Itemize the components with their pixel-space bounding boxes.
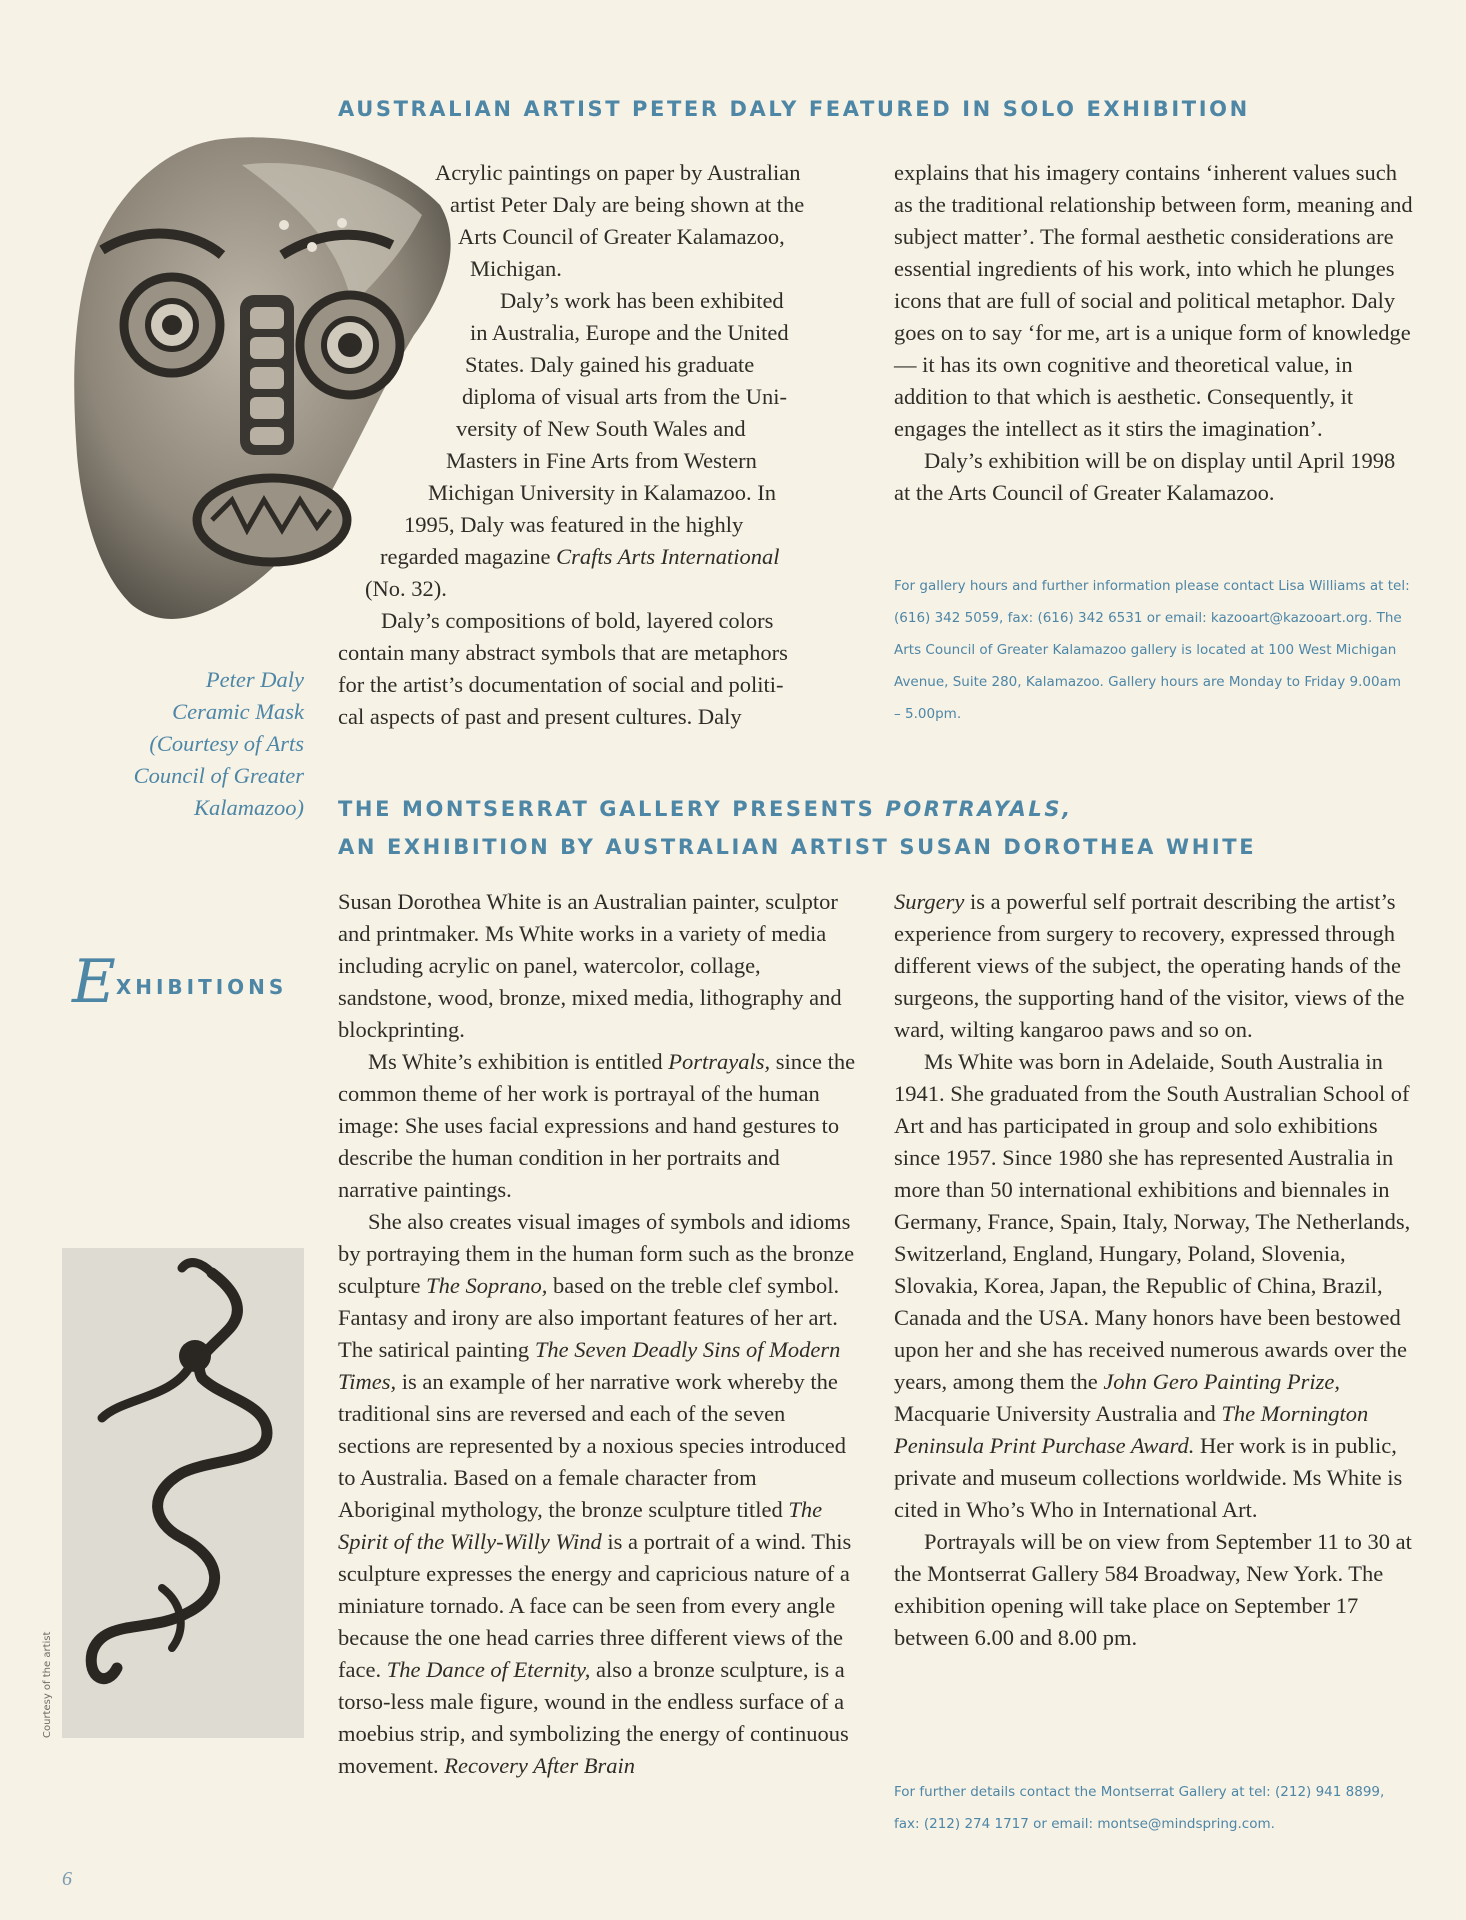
text-line: in Australia, Europe and the United [470,320,789,345]
text-line: 1995, Daly was featured in the highly [404,512,744,537]
article1-left-column [338,157,850,733]
text-line: regarded magazine Crafts Arts International [380,544,780,569]
paragraph: Susan Dorothea White is an Australian painter, sculptor and printmaker. Ms White works in a variety of media including acrylic on panel, watercolor, collage, sandstone, wood, bronze, mixed media, lithography and blockprinting. [338,889,842,1042]
article2-left-column [338,886,858,1782]
caption-line: (Courtesy of Arts [149,731,304,756]
text-line: Acrylic paintings on paper by Australian [435,160,801,185]
caption-line: Council of Greater [133,763,304,788]
sculpture-photo [62,1248,304,1738]
paragraph: Surgery is a powerful self portrait describing the artist’s experience from surgery to recovery, expressed through different views of the subject, the operating hands of the surgeons, the supporting hand of the visitor, views of the ward, wilting kangaroo paws and so on. [894,889,1405,1042]
article2-right-column [894,886,1414,1654]
page-number: 6 [62,1868,72,1890]
article2-contact-info: For further details contact the Montserrat Gallery at tel: (212) 941 8899, fax: (212) 274 1717 or email: montse@mindspring.com. [894,1784,1385,1832]
paragraph: Ms White was born in Adelaide, South Australia in 1941. She graduated from the South Australian School of Art and has participated in group and solo exhibitions since 1957. Since 1980 she has represented Australia in more than 50 international exhibitions and biennales in Germany, France, Spain, Italy, Norway, The Netherlands, Switzerland, England, Hungary, Poland, Slovenia, Slovakia, Korea, Japan, the Republic of China, Brazil, Canada and the USA. Many honors have been bestowed upon her and she has received numerous awards over the years, among them the John Gero Painting Prize, Macquarie University Australia and The Mornington Peninsula Print Purchase Award. Her work is in public, private and museum collections worldwide. Ms White is cited in Who’s Who in International Art. [894,1049,1411,1522]
text-line: contain many abstract symbols that are metaphors [338,640,788,665]
text-line: Michigan. [470,256,562,281]
text-line: versity of New South Wales and [456,416,746,441]
text-line: (No. 32). [365,576,447,601]
text-line: Michigan University in Kalamazoo. In [428,480,777,505]
photo-credit: Courtesy of the artist [42,1631,53,1738]
text-line: cal aspects of past and present cultures. Daly [338,704,742,729]
article2-heading: THE MONTSERRAT GALLERY PRESENTS PORTRAYALS, AN EXHIBITION BY AUSTRALIAN ARTIST SUSAN DOROTHEA WHITE [338,797,1257,859]
paragraph: Ms White’s exhibition is entitled Portrayals, since the common theme of her work is portrayal of the human image: She uses facial expressions and hand gestures to describe the human condition in her portraits and narrative paintings. [338,1049,856,1202]
text-line: Daly’s work has been exhibited [500,288,784,313]
article1-heading: AUSTRALIAN ARTIST PETER DALY FEATURED IN SOLO EXHIBITION [338,97,1250,121]
paragraph: explains that his imagery contains ‘inherent values such as the traditional relationship between form, meaning and subject matter’. The formal aesthetic considerations are essential ingredients of his work, into which he plunges icons that are full of social and political metaphor. Daly goes on to say ‘for me, art is a unique form of knowledge — it has its own cognitive and theoretical value, in addition to that which is aesthetic. Consequently, it engages the intellect as it stirs the imagination’. [894,160,1413,441]
section-initial: E [72,947,116,1017]
text-line: Daly’s compositions of bold, layered colors [381,608,774,633]
paragraph: Portrayals will be on view from September 11 to 30 at the Montserrat Gallery 584 Broadway, New York. The exhibition opening will take place on September 17 between 6.00 and 8.00 pm. [894,1529,1412,1650]
paragraph: Daly’s exhibition will be on display until April 1998 at the Arts Council of Greater Kalamazoo. [894,448,1396,505]
section-title [72,947,288,1017]
mask-caption [60,664,304,824]
text-line: States. Daly gained his graduate [465,352,755,377]
paragraph: She also creates visual images of symbols and idioms by portraying them in the human form such as the bronze sculpture The Soprano, based on the treble clef symbol. Fantasy and irony are also important features of her art. The satirical painting The Seven Deadly Sins of Modern Times, is an example of her narrative work whereby the traditional sins are reversed and each of the seven sections are represented by a noxious species introduced to Australia. Based on a female character from Aboriginal mythology, the bronze sculpture titled The Spirit of the Willy-Willy Wind is a portrait of a wind. This sculpture expresses the energy and capricious nature of a miniature tornado. A face can be seen from every angle because the one head carries three different views of the face. The Dance of Eternity, also a bronze sculpture, is a torso-less male figure, wound in the endless surface of a moebius strip, and symbolizing the energy of continuous movement. Recovery After Brain [338,1209,855,1778]
caption-line: Kalamazoo) [193,795,304,820]
caption-line: Ceramic Mask [172,699,304,724]
text-line: diploma of visual arts from the Uni- [462,384,787,409]
text-line: for the artist’s documentation of social and politi- [338,672,784,697]
magazine-title: Crafts Arts International [556,544,780,569]
text-line: artist Peter Daly are being shown at the [450,192,805,217]
section-label: XHIBITIONS [115,975,288,999]
article1-contact-info: For gallery hours and further information please contact Lisa Williams at tel: (616) 342 5059, fax: (616) 342 6531 or email: kazooart@kazooart.org. The Arts Council of Greater Kalamazoo gallery is located at 100 West Michigan Avenue, Suite 280, Kalamazoo. Gallery hours are Monday to Friday 9.00am – 5.00pm. [894,578,1410,722]
text-line: Masters in Fine Arts from Western [446,448,757,473]
article1-right-column [894,157,1414,509]
caption-line: Peter Daly [205,667,304,692]
text-line: Arts Council of Greater Kalamazoo, [458,224,785,249]
